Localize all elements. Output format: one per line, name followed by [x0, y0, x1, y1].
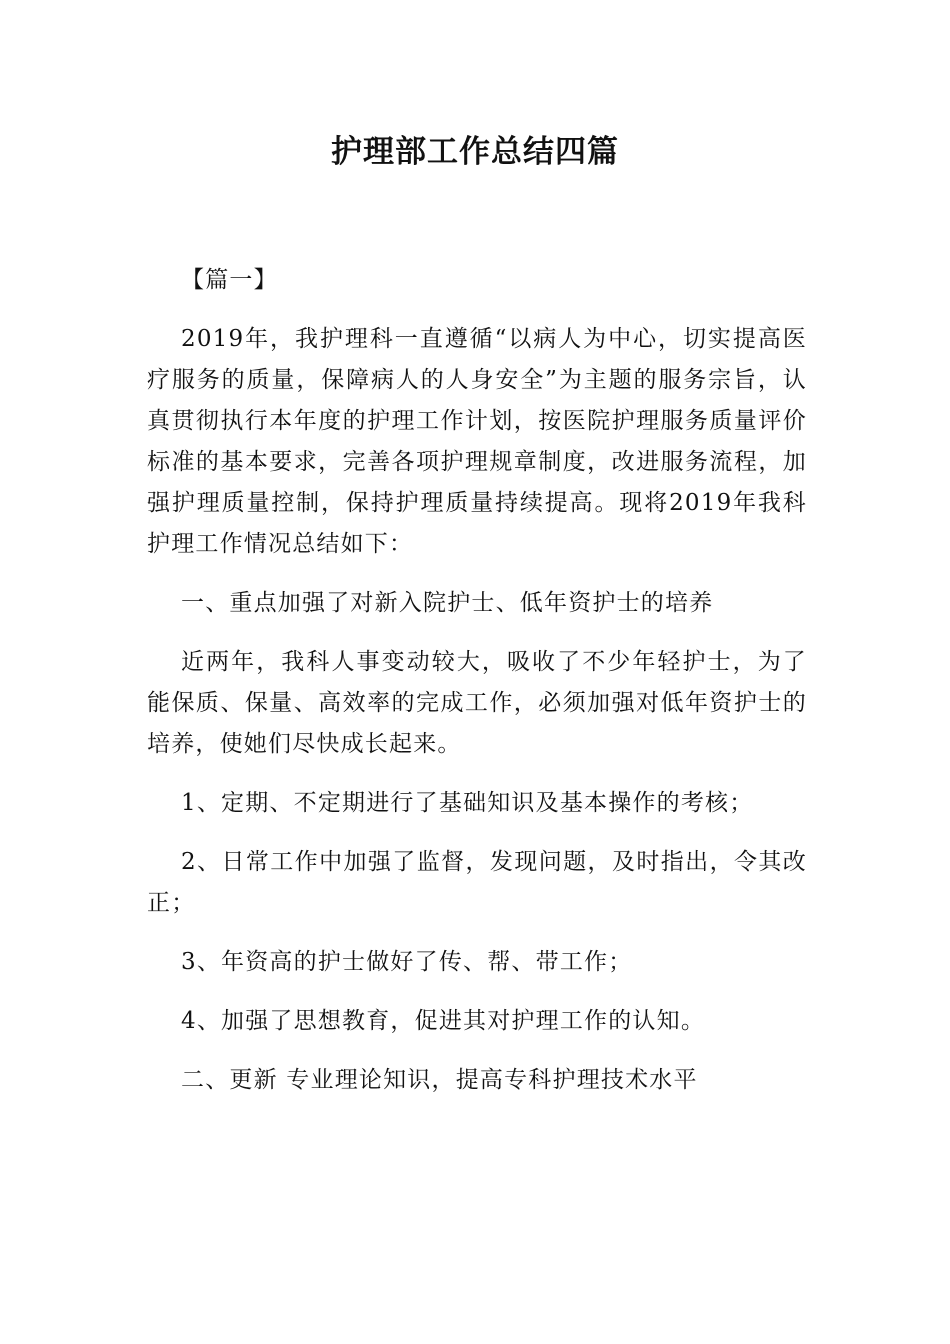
list-item-3: 3、年资高的护士做好了传、帮、带工作； [181, 949, 633, 975]
list-item-2: 2、日常工作中加强了监督，发现问题，及时指出，令其改正； [147, 849, 807, 916]
section-heading-1: 【篇一】 [181, 267, 278, 293]
list-item-4: 4、加强了思想教育，促进其对护理工作的认知。 [181, 1008, 706, 1034]
paragraph-training: 近两年，我科人事变动较大，吸收了不少年轻护士，为了能保质、保量、高效率的完成工作，必须加强对低年资护士的培养，使她们尽快成长起来。 [147, 649, 807, 757]
subsection-heading-1: 一、重点加强了对新入院护士、低年资护士的培养 [181, 590, 714, 616]
intro-paragraph: 2019年，我护理科一直遵循“以病人为中心，切实提高医疗服务的质量，保障病人的人身安全”为主题的服务宗旨，认真贯彻执行本年度的护理工作计划，按医院护理服务质量评价标准的基本要求，完善各项护理规章制度，改进服务流程，加强护理质量控制，保持护理质量持续提高。现将2019年我科护理工作情况总结如下： [147, 326, 807, 557]
document-body [147, 260, 807, 1119]
list-item-1: 1、定期、不定期进行了基础知识及基本操作的考核； [181, 790, 754, 816]
document-title: 护理部工作总结四篇 [331, 134, 619, 170]
subsection-heading-2: 二、更新 专业理论知识，提高专科护理技术水平 [181, 1067, 698, 1093]
